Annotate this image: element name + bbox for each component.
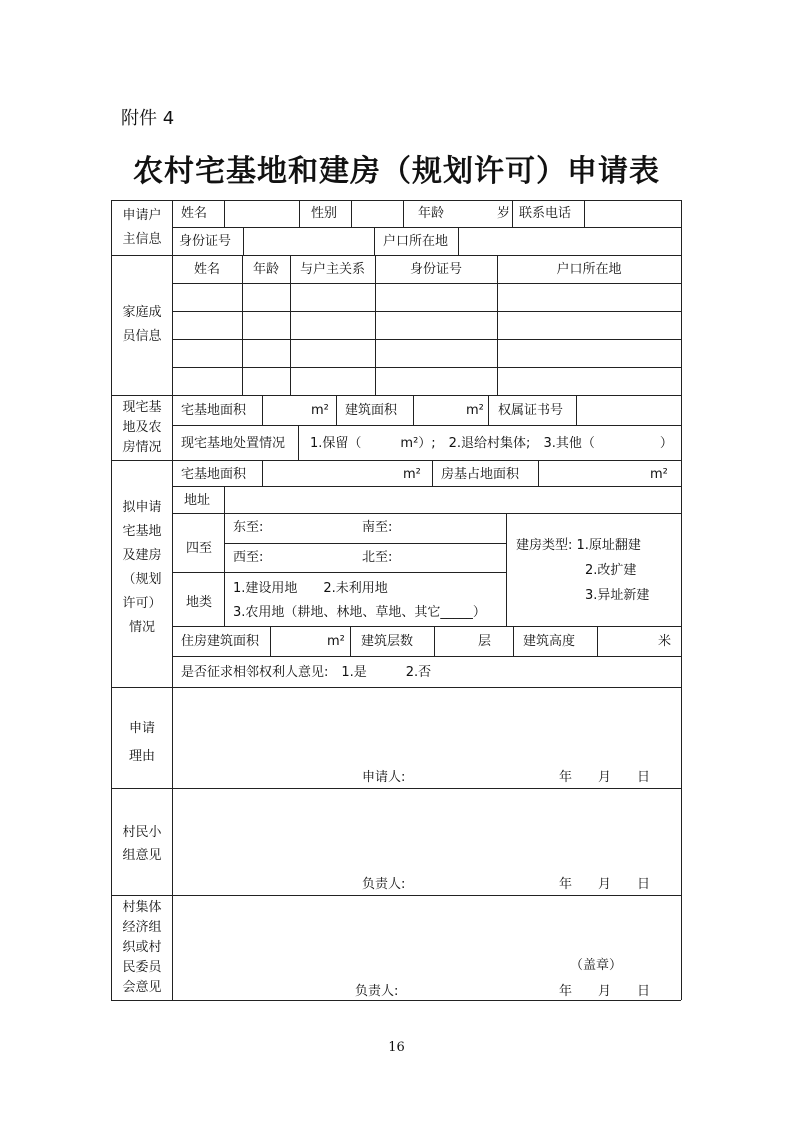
applicant-household-field[interactable] <box>459 228 680 254</box>
north-bound-label: 北至: <box>362 550 393 565</box>
cert-no-label: 权属证书号 <box>498 403 564 418</box>
village-group-signer-label: 负责人: <box>362 877 406 892</box>
proposed-section-label: 拟申请 宅基地 及建房 （规划 许可） 情况 <box>122 500 162 635</box>
applicant-section-label: 申请户 主信息 <box>122 208 162 247</box>
proposed-area-unit: m² <box>403 467 421 482</box>
age-label: 年龄 <box>418 206 445 221</box>
footprint-label: 房基占地面积 <box>441 467 520 482</box>
collective-opinion-field[interactable] <box>173 896 680 956</box>
age-unit: 岁 <box>497 206 511 221</box>
household-location-label: 户口所在地 <box>383 234 449 249</box>
applicant-id-field[interactable] <box>244 228 373 254</box>
height-label: 建筑高度 <box>523 634 576 649</box>
family-section-label: 家庭成 员信息 <box>122 305 162 344</box>
village-group-opinion-field[interactable] <box>173 789 680 874</box>
reason-field[interactable] <box>173 688 680 768</box>
height-unit: 米 <box>658 634 672 649</box>
land-type-line-1[interactable]: 1.建设用地 2.未利用地 <box>233 581 388 596</box>
family-header-location: 户口所在地 <box>556 262 622 277</box>
build-type-option-2[interactable]: 2.改扩建 <box>585 563 637 578</box>
address-field[interactable] <box>225 487 680 512</box>
applicant-phone-field[interactable] <box>585 201 680 226</box>
address-label: 地址 <box>184 493 211 508</box>
land-type-line-2[interactable]: 3.农用地（耕地、林地、草地、其它_____） <box>233 605 486 620</box>
build-type-option-3[interactable]: 3.异址新建 <box>585 588 650 603</box>
floors-label: 建筑层数 <box>361 634 414 649</box>
footprint-unit: m² <box>650 467 668 482</box>
proposed-homestead-area-label: 宅基地面积 <box>181 467 247 482</box>
residential-area-unit: m² <box>327 634 345 649</box>
applicant-signature-label: 申请人: <box>362 770 406 785</box>
phone-label: 联系电话 <box>519 206 572 221</box>
east-bound-label: 东至: <box>233 520 264 535</box>
gender-label: 性别 <box>311 206 338 221</box>
land-type-label: 地类 <box>186 595 213 610</box>
current-area-unit: m² <box>311 403 329 418</box>
build-type-label: 建房类型: 1.原址翻建 <box>516 538 641 553</box>
current-homestead-area-label: 宅基地面积 <box>181 403 247 418</box>
village-group-section-label: 村民小 组意见 <box>122 825 162 863</box>
family-header-age: 年龄 <box>252 262 279 277</box>
floors-unit: 层 <box>478 634 492 649</box>
applicant-name-field[interactable] <box>225 201 298 226</box>
page-number: 16 <box>388 1040 405 1055</box>
neighbor-opinion[interactable]: 是否征求相邻权利人意见: 1.是 2.否 <box>181 665 432 680</box>
residential-area-label: 住房建筑面积 <box>181 634 260 649</box>
attachment-label: 附件 4 <box>121 108 175 129</box>
id-card-label: 身份证号 <box>179 234 232 249</box>
family-header-name: 姓名 <box>193 262 220 277</box>
south-bound-label: 南至: <box>362 520 393 535</box>
family-header-id: 身份证号 <box>409 262 462 277</box>
four-bounds-label: 四至 <box>186 541 213 556</box>
seal-label: （盖章） <box>570 958 623 973</box>
current-section-label: 现宅基 地及农 房情况 <box>122 400 162 455</box>
collective-date: 年 月 日 <box>559 984 651 999</box>
applicant-age-field[interactable] <box>461 201 496 226</box>
collective-signer-label: 负责人: <box>355 984 399 999</box>
family-member-rows[interactable] <box>173 284 680 394</box>
collective-section-label: 村集体 经济组 织或村 民委员 会意见 <box>122 900 162 995</box>
west-bound-label: 西至: <box>233 550 264 565</box>
reason-date: 年 月 日 <box>559 770 651 785</box>
page-title: 农村宅基地和建房（规划许可）申请表 <box>133 154 660 189</box>
building-area-unit: m² <box>466 403 484 418</box>
disposal-options[interactable]: 1.保留（ m²）; 2.退给村集体; 3.其他（ ） <box>310 436 673 451</box>
village-group-date: 年 月 日 <box>559 877 651 892</box>
reason-section-label: 申请 理由 <box>128 721 155 764</box>
name-label: 姓名 <box>181 206 208 221</box>
disposal-label: 现宅基地处置情况 <box>181 436 286 451</box>
cert-no-field[interactable] <box>577 396 680 424</box>
family-header-relation: 与户主关系 <box>299 262 365 277</box>
applicant-gender-field[interactable] <box>352 201 402 226</box>
building-area-label: 建筑面积 <box>345 403 398 418</box>
